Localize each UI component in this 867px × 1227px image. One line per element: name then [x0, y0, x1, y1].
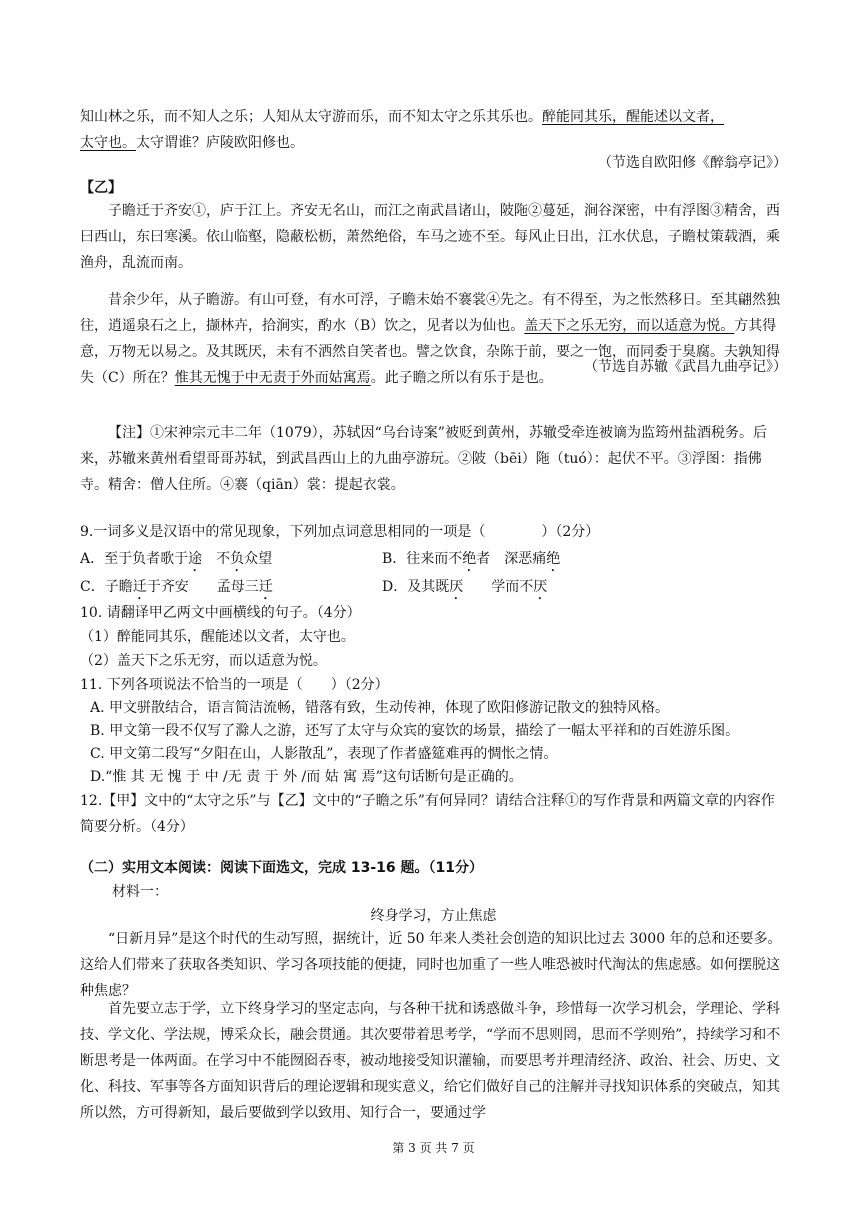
passage-jia-ending — [80, 104, 787, 156]
question-10-sentence-1: （1）醉能同其乐，醒能述以文者，太守也。 — [80, 629, 355, 645]
question-11-option-a[interactable]: A. 甲文骈散结合，语言简洁流畅，错落有致，生动传神，体现了欧阳修游记散文的独特风格。 — [90, 700, 670, 716]
option-a[interactable]: A．至于负者歌于途 不负众望 — [80, 551, 273, 567]
page-number: 第 3 页 共 7 页 — [392, 1141, 475, 1155]
question-9-stem: 9.一词多义是汉语中的常见现象，下列加点词意思相同的一项是（ ）（2分） — [80, 524, 600, 540]
material-one-label: 材料一： — [112, 884, 168, 900]
yi-source: （节选自苏辙《武昌九曲亭记》） — [584, 359, 787, 375]
yi-underlined-phrase: 惟其无愧于中无责于外而姑寓焉 — [174, 370, 371, 386]
article-paragraph-2: 首先要立志于学，立下终身学习的坚定志向，与各种干扰和诱惑做斗争，珍惜每一次学习机会，学理论、学科技、学文化、学法规，博采众长，融会贯通。其次要带着思考学，“学而不思则罔，思而不学则殆”，持续学习和不断思考是一体两面。在学习中不能囫囵吞枣，被动地接受知识灌输，而要思考并理清经济、政治、社会、历史、文化、科技、军事等各方面知识背后的理论逻辑和现实意义，给它们做好自己的注解并寻找知识体系的突破点，知其所以然，方可得新知，最后要做到学以致用、知行合一，要通过学 — [80, 1001, 781, 1121]
passage-yi-paragraph-2: 昔余少年，从子瞻游。有山可登，有水可浮，子瞻未始不褰裳④先之。有不得至，为之怅然移日。至其翩然独往，逍遥泉石之上，撷林卉，拾涧实，酌水（B）饮之，见者以为仙也。盖天下之乐无穷，而以适意为悦。方其得意，万物无以易之。及其既厌，未有不洒然自笑者也。譬之饮食，杂陈于前，要之一饱，而同委于臭腐。夫孰知得失（C）所在？惟其无愧于中无责于外而姑寓焉。此子瞻之所以有乐于是也。 — [80, 292, 780, 386]
question-9-options-row1 — [80, 546, 787, 572]
jia-underlined-sentence-part2: 太守也。 — [80, 135, 136, 151]
footnotes: 【注】①宋神宗元丰二年（1079），苏轼因“乌台诗案”被贬到黄州，苏辙受牵连被谪为监筠州盐酒税务。后来，苏辙来黄州看望哥哥苏轼，到武昌西山上的九曲亭游玩。②陂（bēi）陁（tuó）：起伏不平。③浮图：指佛寺。精舍：僧人住所。④褰（qiān）裳：提起衣裳。 — [80, 425, 767, 493]
yi-underlined-sentence: 盖天下之乐无穷，而以适意为悦。 — [524, 318, 735, 334]
option-b[interactable]: B．往来而不绝者 深恶痛绝 — [382, 551, 561, 567]
passage-yi-paragraph-1: 子瞻迁于齐安①，庐于江上。齐安无名山，而江之南武昌诸山，陂陁②蔓延，涧谷深密，中有浮图③精舍，西曰西山，东曰寒溪。依山临壑，隐蔽松枥，萧然绝俗，车马之迹不至。每风止日出，江水伏息，子瞻杖策载酒，乘渔舟，乱流而南。 — [80, 203, 780, 271]
question-11-stem: 11. 下列各项说法不恰当的一项是（ ）（2分） — [80, 677, 389, 693]
article-title: 终身学习，方止焦虑 — [370, 908, 497, 924]
question-12: 12.【甲】文中的“太守之乐”与【乙】文中的“子瞻之乐”有何异同？请结合注释①的写作背景和两篇文章的内容作简要分析。（4分） — [80, 793, 775, 835]
section-2-heading: （二）实用文本阅读：阅读下面选文，完成 13-16 题。（11分） — [80, 860, 484, 876]
question-9-options-row2 — [80, 574, 787, 600]
jia-text: 知山林之乐，而不知人之乐；人知从太守游而乐，而不知太守之乐其乐也。 — [80, 109, 542, 125]
option-d[interactable]: D．及其既厌 学而不厌 — [382, 579, 548, 595]
question-10-sentence-2: （2）盖天下之乐无穷，而以适意为悦。 — [80, 653, 327, 669]
option-c[interactable]: C．子瞻迁于齐安 孟母三迁 — [80, 579, 273, 595]
article-paragraph-1: “日新月异”是这个时代的生动写照，据统计，近 50 年来人类社会创造的知识比过去 3000 年的总和还要多。这给人们带来了获取各类知识、学习各项技能的便捷，同时也加重了一些人唯恐被时代淘汰的焦虑感。如何摆脱这种焦虑？ — [80, 931, 782, 999]
jia-source: （节选自欧阳修《醉翁亭记》） — [598, 155, 787, 171]
question-11-option-d[interactable]: D.“惟 其 无 愧 于 中 /无 责 于 外 /而 姑 寓 焉”这句话断句是正确的。 — [90, 769, 523, 785]
jia-text-end: 太守谓谁？庐陵欧阳修也。 — [136, 135, 304, 151]
passage-yi-label: 【乙】 — [80, 180, 122, 196]
question-11-option-c[interactable]: C. 甲文第二段写“夕阳在山，人影散乱”，表现了作者盛筵难再的惆怅之情。 — [90, 746, 558, 762]
question-10-stem: 10. 请翻译甲乙两文中画横线的句子。（4分） — [80, 605, 361, 621]
question-11-option-b[interactable]: B. 甲文第一段不仅写了滁人之游，还写了太守与众宾的宴饮的场景，描绘了一幅太平祥和的百姓游乐图。 — [90, 723, 740, 739]
jia-underlined-sentence-part1: 醉能同其乐，醒能述以文者， — [542, 109, 724, 125]
